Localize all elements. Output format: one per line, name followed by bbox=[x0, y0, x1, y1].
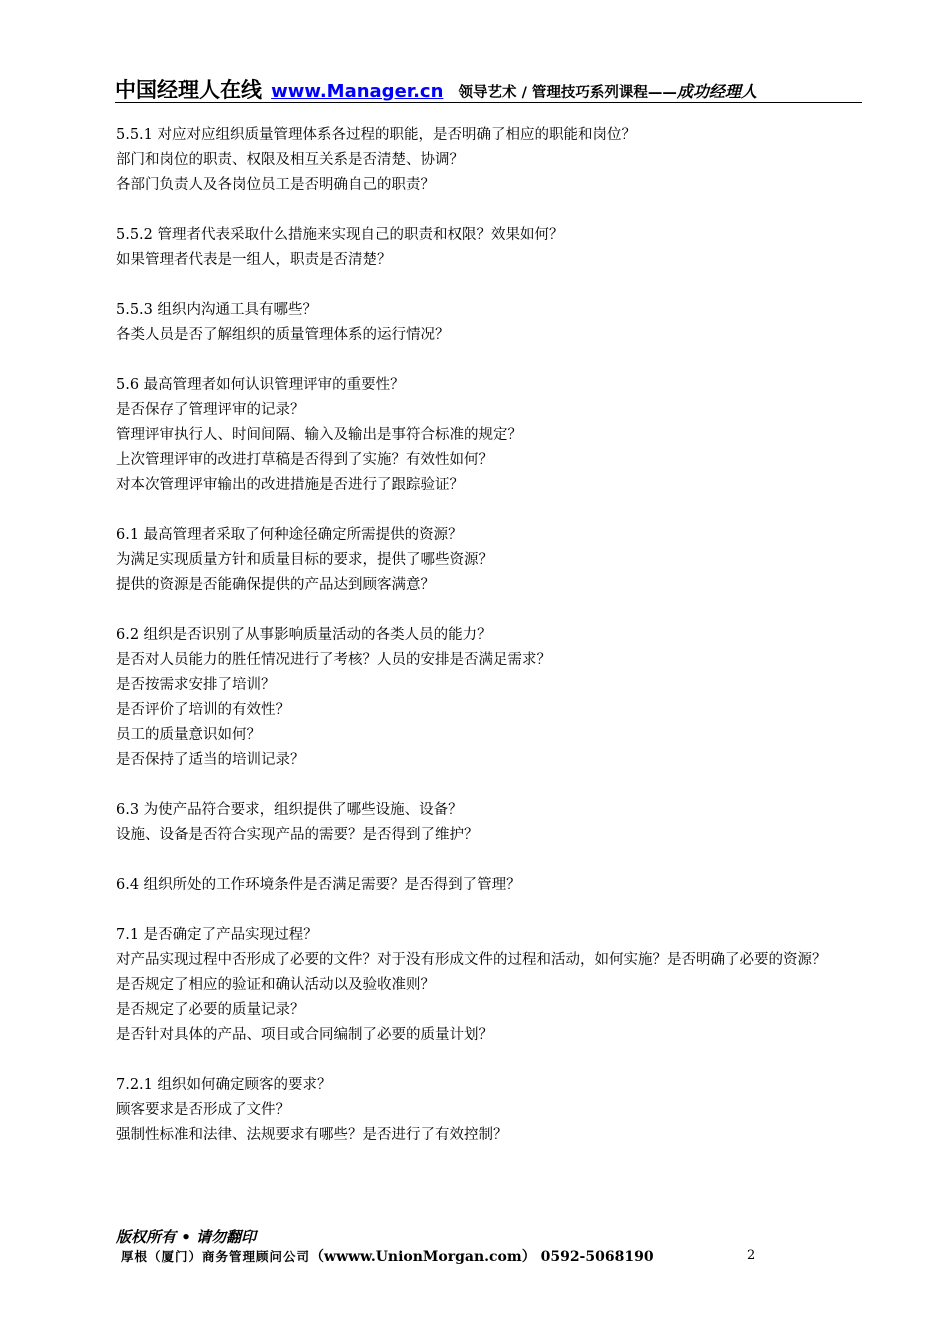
question-line: 是否对人员能力的胜任情况进行了考核？人员的安排是否满足需求？ bbox=[116, 652, 551, 668]
question-line: 6.1 最高管理者采取了何种途径确定所需提供的资源？ bbox=[116, 527, 463, 543]
question-line: 6.2 组织是否识别了从事影响质量活动的各类人员的能力？ bbox=[116, 627, 492, 643]
footer-company-name: 厚根（厦门）商务管理顾问公司 bbox=[121, 1249, 311, 1264]
site-link[interactable]: www.Manager.cn bbox=[271, 81, 444, 102]
question-paragraph bbox=[116, 623, 862, 773]
question-line: 5.5.1 对应对应组织质量管理体系各过程的职能，是否明确了相应的职能和岗位？ bbox=[116, 127, 637, 143]
question-line: 如果管理者代表是一组人，职责是否清楚？ bbox=[116, 252, 392, 268]
question-line: 为满足实现质量方针和质量目标的要求，提供了哪些资源？ bbox=[116, 552, 493, 568]
brand-title: 中国经理人在线 bbox=[115, 78, 262, 102]
question-line: 是否保存了管理评审的记录？ bbox=[116, 402, 305, 418]
question-line: 是否保持了适当的培训记录？ bbox=[116, 752, 305, 768]
question-line: 各类人员是否了解组织的质量管理体系的运行情况？ bbox=[116, 327, 450, 343]
question-paragraph bbox=[116, 873, 862, 898]
question-line: 顾客要求是否形成了文件？ bbox=[116, 1102, 290, 1118]
question-line: 5.6 最高管理者如何认识管理评审的重要性？ bbox=[116, 377, 405, 393]
question-line: 对产品实现过程中否形成了必要的文件？对于没有形成文件的过程和活动，如何实施？是否明确了必要的资源？ bbox=[116, 952, 827, 968]
question-line: 是否按需求安排了培训？ bbox=[116, 677, 276, 693]
page-number: 2 bbox=[747, 1248, 756, 1263]
question-line: 提供的资源是否能确保提供的产品达到顾客满意？ bbox=[116, 577, 435, 593]
question-line: 上次管理评审的改进打草稿是否得到了实施？有效性如何？ bbox=[116, 452, 493, 468]
question-line: 是否针对具体的产品、项目或合同编制了必要的质量计划？ bbox=[116, 1027, 493, 1043]
question-line: 7.2.1 组织如何确定顾客的要求？ bbox=[116, 1077, 332, 1093]
question-line: 对本次管理评审输出的改进措施是否进行了跟踪验证？ bbox=[116, 477, 464, 493]
question-line: 是否规定了相应的验证和确认活动以及验收准则？ bbox=[116, 977, 435, 993]
question-paragraph bbox=[116, 923, 862, 1048]
question-line: 6.4 组织所处的工作环境条件是否满足需要？是否得到了管理？ bbox=[116, 877, 521, 893]
question-line: 5.5.2 管理者代表采取什么措施来实现自己的职责和权限？效果如何？ bbox=[116, 227, 564, 243]
page-header bbox=[115, 74, 861, 104]
header-dash: —— bbox=[647, 85, 677, 101]
question-paragraph bbox=[116, 373, 862, 498]
footer-company bbox=[121, 1246, 654, 1266]
question-line: 强制性标准和法律、法规要求有哪些？是否进行了有效控制？ bbox=[116, 1127, 508, 1143]
question-line: 部门和岗位的职责、权限及相互关系是否清楚、协调？ bbox=[116, 152, 464, 168]
question-paragraph bbox=[116, 123, 862, 198]
question-paragraph bbox=[116, 523, 862, 598]
question-line: 是否规定了必要的质量记录？ bbox=[116, 1002, 305, 1018]
question-paragraph bbox=[116, 798, 862, 848]
question-line: 7.1 是否确定了产品实现过程？ bbox=[116, 927, 318, 943]
footer-copyright: 版权所有 • 请勿翻印 bbox=[116, 1228, 257, 1246]
header-divider bbox=[115, 102, 862, 103]
question-line: 各部门负责人及各岗位员工是否明确自己的职责？ bbox=[116, 177, 435, 193]
question-paragraph bbox=[116, 1073, 862, 1148]
question-line: 管理评审执行人、时间间隔、输入及输出是事符合标准的规定？ bbox=[116, 427, 522, 443]
question-paragraph bbox=[116, 223, 862, 273]
question-line: 是否评价了培训的有效性？ bbox=[116, 702, 290, 718]
header-success-title: 成功经理人 bbox=[676, 82, 757, 101]
question-line: 5.5.3 组织内沟通工具有哪些？ bbox=[116, 302, 318, 318]
question-line: 员工的质量意识如何？ bbox=[116, 727, 261, 743]
question-line: 设施、设备是否符合实现产品的需要？是否得到了维护？ bbox=[116, 827, 479, 843]
footer-phone: 0592-5068190 bbox=[540, 1249, 654, 1265]
footer-company-website: （wwww.UnionMorgan.com） bbox=[310, 1249, 536, 1265]
question-line: 6.3 为使产品符合要求，组织提供了哪些设施、设备？ bbox=[116, 802, 463, 818]
course-series: 领导艺术 / 管理技巧系列课程 bbox=[458, 85, 648, 101]
question-paragraph bbox=[116, 298, 862, 348]
document-body bbox=[116, 123, 862, 1173]
